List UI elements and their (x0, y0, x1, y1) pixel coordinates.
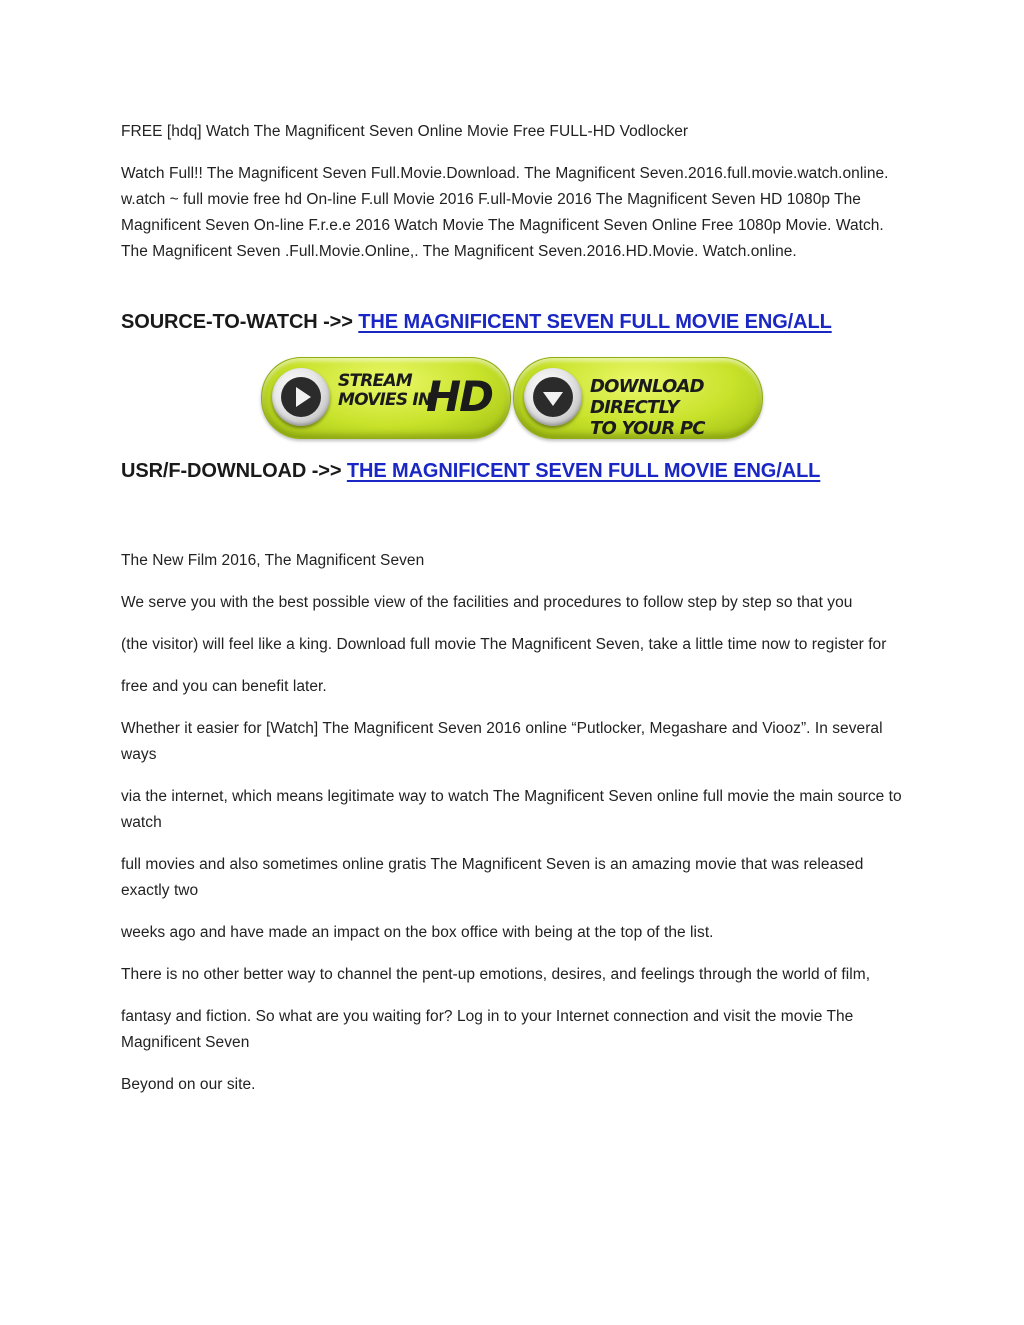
body-paragraph: Beyond on our site. (121, 1076, 256, 1093)
body-paragraph: free and you can benefit later. (121, 678, 327, 695)
body-text (121, 548, 911, 1114)
download-line1: DOWNLOAD DIRECTLY (590, 376, 704, 418)
download-line2: TO YOUR PC (590, 418, 705, 439)
title-line: FREE [hdq] Watch The Magnificent Seven Online Movie Free FULL-HD Vodlocker (121, 123, 689, 140)
source-to-watch-heading (121, 311, 832, 334)
stream-line2: MOVIES IN (338, 390, 432, 410)
intro-paragraph: Watch Full!! The Magnificent Seven Full.Movie.Download. The Magnificent Seven.2016.full.movie.watch.online. w.atch ~ full movie free hd On-line F.ull Movie 2016 F.ull-Movie 2016 The Magnificent Seven HD 1080p The Magnificent Seven On-line F.r.e.e 2016 Watch Movie The Magnificent Seven Online Free 1080p Movie. Watch. The Magnificent Seven .Full.Movie.Online,. The Magnificent Seven.2016.HD.Movie. Watch.online. (121, 165, 889, 260)
banner-row (261, 357, 765, 439)
body-paragraph: fantasy and fiction. So what are you waiting for? Log in to your Internet connection and visit the movie The Magnificent Seven (121, 1008, 854, 1051)
body-paragraph: The New Film 2016, The Magnificent Seven (121, 552, 425, 569)
stream-hd-text: HD (426, 372, 493, 421)
play-icon (272, 368, 330, 426)
stream-line1: STREAM (338, 371, 412, 391)
stream-banner-text (338, 371, 506, 421)
body-paragraph: (the visitor) will feel like a king. Download full movie The Magnificent Seven, take a little time now to register for (121, 636, 887, 653)
body-paragraph: weeks ago and have made an impact on the box office with being at the top of the list. (121, 924, 714, 941)
usr-download-heading (121, 460, 820, 483)
body-paragraph: We serve you with the best possible view of the facilities and procedures to follow step by step so that you (121, 594, 853, 611)
download-pc-banner[interactable] (513, 357, 763, 439)
usr-movie-link[interactable]: THE MAGNIFICENT SEVEN FULL MOVIE ENG/ALL (346, 460, 821, 482)
source-movie-link[interactable]: THE MAGNIFICENT SEVEN FULL MOVIE ENG/ALL (358, 311, 832, 333)
body-paragraph: There is no other better way to channel the pent-up emotions, desires, and feelings through the world of film, (121, 966, 871, 983)
body-paragraph: Whether it easier for [Watch] The Magnificent Seven 2016 online “Putlocker, Megashare and Viooz”. In several ways (121, 720, 883, 763)
download-banner-text (590, 376, 758, 439)
source-heading-label: SOURCE-TO-WATCH ->> (121, 311, 359, 333)
usr-heading-label: USR/F-DOWNLOAD ->> (121, 460, 347, 482)
download-arrow-icon (524, 368, 582, 426)
body-paragraph: full movies and also sometimes online gratis The Magnificent Seven is an amazing movie that was released exactly two (121, 856, 864, 899)
body-paragraph: via the internet, which means legitimate way to watch The Magnificent Seven online full movie the main source to watch (121, 788, 902, 831)
stream-hd-banner[interactable] (261, 357, 511, 439)
